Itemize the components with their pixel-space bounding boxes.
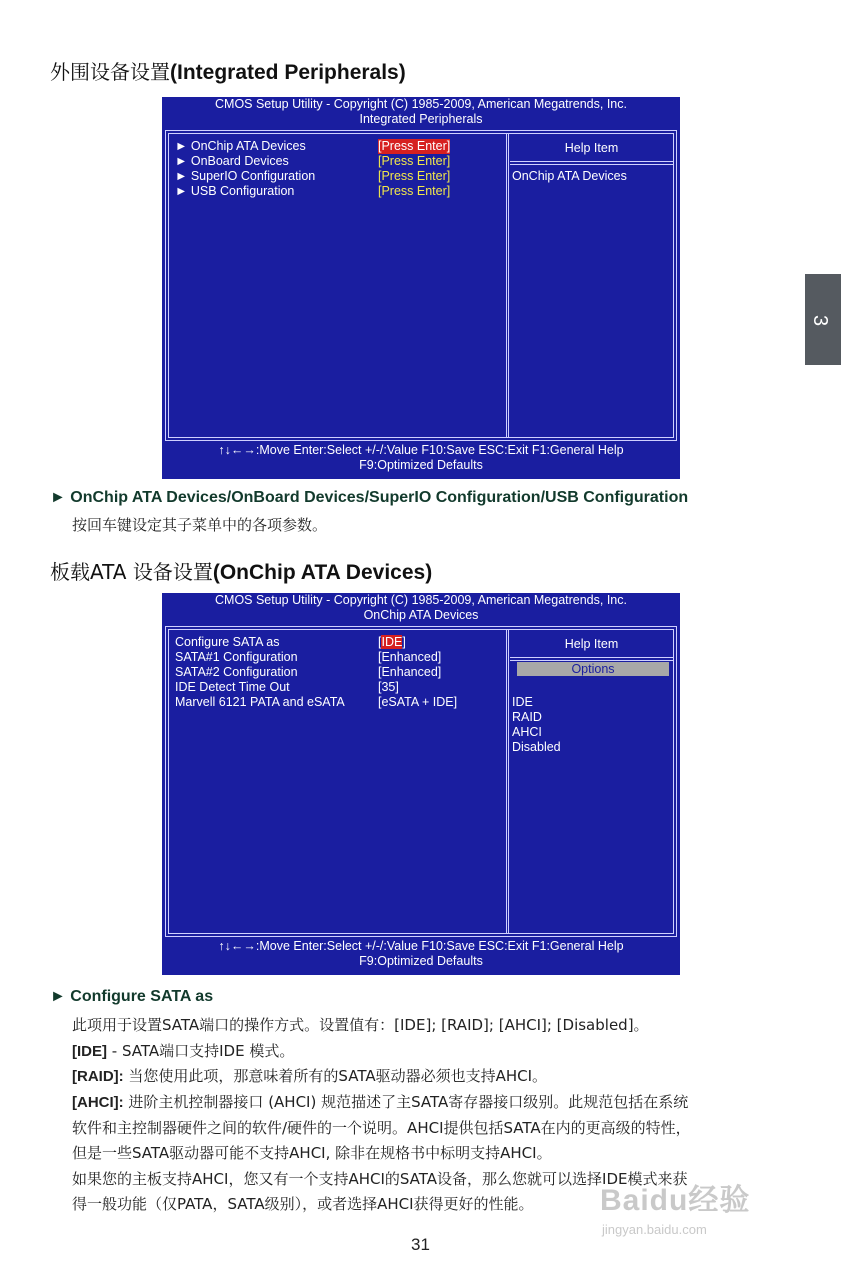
menu-item-label: ► USB Configuration bbox=[175, 184, 295, 198]
menu-item-superio[interactable] bbox=[175, 169, 451, 184]
option-ahci[interactable]: AHCI bbox=[512, 725, 542, 739]
subsection-heading-configure-sata: ► Configure SATA as bbox=[50, 988, 214, 1005]
option-ide[interactable]: IDE bbox=[512, 695, 533, 709]
help-item-header: Help Item bbox=[510, 134, 673, 162]
paragraph-ahci bbox=[72, 1091, 688, 1112]
desc-raid: 当您使用此项，那意味着所有的SATA驱动器必须也支持AHCI。 bbox=[123, 1067, 548, 1085]
setting-value: [35] bbox=[378, 680, 399, 694]
menu-item-onboard-devices[interactable] bbox=[175, 154, 451, 169]
paragraph-sata-line1: 此项用于设置SATA端口的操作方式。设置值有：[IDE]; [RAID]; [AHCI]; [Disabled]。 bbox=[72, 1016, 649, 1034]
bios-footer-defaults: F9:Optimized Defaults bbox=[359, 458, 483, 472]
bios-screen-onchip-ata bbox=[162, 593, 680, 975]
bios-main-frame bbox=[165, 130, 677, 441]
setting-value: [Enhanced] bbox=[378, 665, 442, 679]
value-bracket: ] bbox=[402, 635, 406, 649]
paragraph-submenus: 按回车键设定其子菜单中的各项参数。 bbox=[72, 516, 328, 534]
desc-ahci: 进阶主机控制器接口 (AHCI) 规范描述了主SATA寄存器接口级别。此规范包括在系统 bbox=[123, 1093, 689, 1111]
term-ahci: [AHCI]: bbox=[72, 1094, 124, 1111]
bios-footer-defaults: F9:Optimized Defaults bbox=[359, 954, 483, 968]
bios-main-frame bbox=[165, 626, 677, 937]
section-title-cn: 板载ATA 设备设置 bbox=[50, 560, 213, 584]
paragraph-ahci-line5: 得一般功能（仅PATA，SATA级别），或者选择AHCI获得更好的性能。 bbox=[72, 1195, 534, 1213]
bios-title-line1: CMOS Setup Utility - Copyright (C) 1985-2009, American Megatrends, Inc. bbox=[215, 593, 627, 607]
paragraph-raid bbox=[72, 1065, 547, 1086]
menu-item-value: [Press Enter] bbox=[378, 169, 451, 183]
help-item-header: Help Item bbox=[510, 630, 673, 658]
menu-item-label: ► SuperIO Configuration bbox=[175, 169, 316, 183]
bios-column-divider bbox=[506, 134, 509, 437]
paragraph-ahci-line2: 软件和主控制器硬件之间的软件/硬件的一个说明。AHCI提供包括SATA在内的更高级的特性， bbox=[72, 1119, 691, 1137]
menu-item-onchip-ata[interactable] bbox=[175, 139, 451, 154]
menu-item-label: ► OnChip ATA Devices bbox=[175, 139, 306, 153]
setting-sata1[interactable] bbox=[175, 650, 442, 665]
bios-column-divider bbox=[506, 630, 509, 933]
paragraph-ahci-line4: 如果您的主板支持AHCI，您又有一个支持AHCI的SATA设备，那么您就可以选择IDE模式来获 bbox=[72, 1170, 688, 1188]
page-number: 31 bbox=[411, 1235, 430, 1254]
setting-label: SATA#1 Configuration bbox=[175, 650, 298, 664]
setting-configure-sata[interactable] bbox=[175, 635, 406, 650]
subsection-heading-submenus: ► OnChip ATA Devices/OnBoard Devices/SuperIO Configuration/USB Configuration bbox=[50, 489, 689, 506]
bios-screen-integrated-peripherals bbox=[162, 97, 680, 479]
menu-item-value: [Press Enter] bbox=[378, 154, 451, 168]
bios-title-line2: Integrated Peripherals bbox=[359, 112, 483, 126]
bios-footer-keys: ↑↓←→:Move Enter:Select +/-/:Value F10:Save ESC:Exit F1:General Help bbox=[218, 443, 624, 457]
menu-item-value: [Press Enter] bbox=[378, 184, 451, 198]
term-ide: [IDE] bbox=[72, 1043, 107, 1060]
paragraph-ahci-line3: 但是一些SATA驱动器可能不支持AHCI, 除非在规格书中标明支持AHCI。 bbox=[72, 1144, 552, 1162]
bios-title-line2: OnChip ATA Devices bbox=[363, 608, 479, 622]
section-title-en: (OnChip ATA Devices) bbox=[212, 561, 433, 584]
desc-ide: - SATA端口支持IDE 模式。 bbox=[107, 1042, 295, 1060]
option-disabled[interactable]: Disabled bbox=[512, 740, 561, 754]
help-text: OnChip ATA Devices bbox=[512, 169, 627, 183]
setting-label: Configure SATA as bbox=[175, 635, 280, 649]
bios-inner-frame bbox=[168, 133, 674, 438]
bios-title bbox=[162, 97, 680, 127]
selected-value: IDE bbox=[381, 635, 403, 649]
section-title-onchip-ata bbox=[50, 556, 432, 585]
setting-label: IDE Detect Time Out bbox=[175, 680, 290, 694]
term-raid: [RAID]: bbox=[72, 1068, 124, 1085]
chapter-tab bbox=[805, 274, 841, 365]
paragraph-ide bbox=[72, 1040, 294, 1061]
setting-label: SATA#2 Configuration bbox=[175, 665, 298, 679]
setting-sata2[interactable] bbox=[175, 665, 442, 680]
setting-marvell-pata-esata[interactable] bbox=[175, 695, 458, 710]
setting-value bbox=[378, 635, 406, 650]
setting-label: Marvell 6121 PATA and eSATA bbox=[175, 695, 345, 709]
bios-title-line1: CMOS Setup Utility - Copyright (C) 1985-2009, American Megatrends, Inc. bbox=[215, 97, 627, 111]
chapter-number: 3 bbox=[809, 314, 832, 327]
options-header: Options bbox=[517, 662, 669, 676]
bios-inner-frame bbox=[168, 629, 674, 934]
section-title-integrated-peripherals bbox=[50, 56, 406, 85]
option-raid[interactable]: RAID bbox=[512, 710, 542, 724]
value-bracket: [ bbox=[378, 635, 382, 649]
setting-ide-detect-timeout[interactable] bbox=[175, 680, 399, 695]
watermark-line2: jingyan.baidu.com bbox=[602, 1222, 707, 1237]
menu-item-value: [Press Enter] bbox=[378, 139, 451, 153]
menu-item-usb[interactable] bbox=[175, 184, 451, 199]
setting-value: [eSATA + IDE] bbox=[378, 695, 458, 709]
section-title-cn: 外围设备设置 bbox=[50, 60, 170, 84]
bios-title bbox=[162, 593, 680, 623]
section-title-en: (Integrated Peripherals) bbox=[170, 61, 406, 84]
bios-footer-keys: ↑↓←→:Move Enter:Select +/-/:Value F10:Save ESC:Exit F1:General Help bbox=[218, 939, 624, 953]
watermark-line1: Baidu经验 bbox=[600, 1184, 751, 1217]
menu-item-label: ► OnBoard Devices bbox=[175, 154, 289, 168]
setting-value: [Enhanced] bbox=[378, 650, 442, 664]
